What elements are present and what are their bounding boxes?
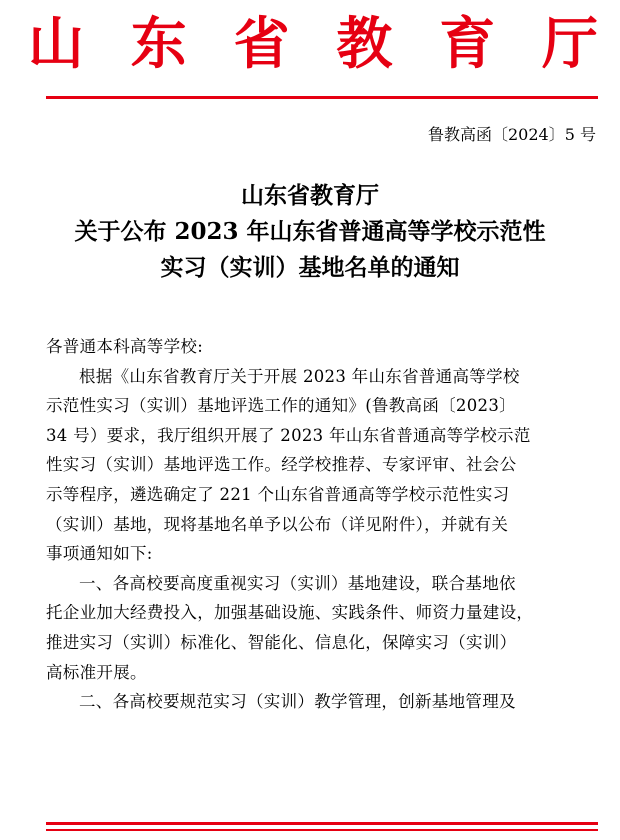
body-line: 高标准开展。: [46, 662, 147, 682]
agency-header: [28, 8, 598, 80]
body-line: 示等程序，遴选确定了 221 个山东省普通高等学校示范性实习: [46, 484, 510, 504]
body-line: 一、各高校要高度重视实习（实训）基地建设，联合基地依: [79, 573, 516, 593]
footer-divider-thick: [46, 822, 598, 825]
body-line: 二、各高校要规范实习（实训）教学管理，创新基地管理及: [79, 692, 516, 712]
document-title: [0, 178, 620, 286]
body-line: 34 号）要求，我厅组织开展了 2023 年山东省普通高等学校示范: [46, 425, 531, 445]
salutation: 各普通本科高等学校:: [46, 337, 204, 356]
footer-divider-thin: [46, 829, 598, 831]
body-line: 根据《山东省教育厅关于开展 2023 年山东省普通高等学校: [79, 366, 520, 386]
body-line: 托企业加大经费投入，加强基础设施、实践条件、师资力量建设，: [46, 603, 534, 623]
agency-char: 省: [233, 11, 290, 77]
body-line: 推进实习（实训）标准化、智能化、信息化，保障实习（实训）: [46, 632, 517, 652]
title-line-1: 山东省教育厅: [241, 182, 379, 209]
document-number: 鲁教高函〔2024〕5 号: [428, 125, 596, 144]
body-line: 性实习（实训）基地评选工作。经学校推荐、专家评审、社会公: [46, 455, 517, 475]
agency-char: 育: [439, 11, 496, 77]
body-line: 事项通知如下:: [46, 544, 153, 564]
agency-char: 教: [336, 11, 393, 77]
document-body: [46, 332, 606, 717]
body-line: （实训）基地，现将基地名单予以公布（详见附件），并就有关: [46, 514, 509, 534]
agency-char: 厅: [541, 11, 598, 77]
header-divider: [46, 96, 598, 99]
title-line-2: 关于公布 2023 年山东省普通高等学校示范性: [74, 218, 546, 245]
title-line-3: 实习（实训）基地名单的通知: [160, 254, 460, 281]
body-line: 示范性实习（实训）基地评选工作的通知》(鲁教高函〔2023〕: [46, 396, 516, 416]
agency-char: 东: [130, 11, 187, 77]
agency-char: 山: [28, 11, 84, 77]
